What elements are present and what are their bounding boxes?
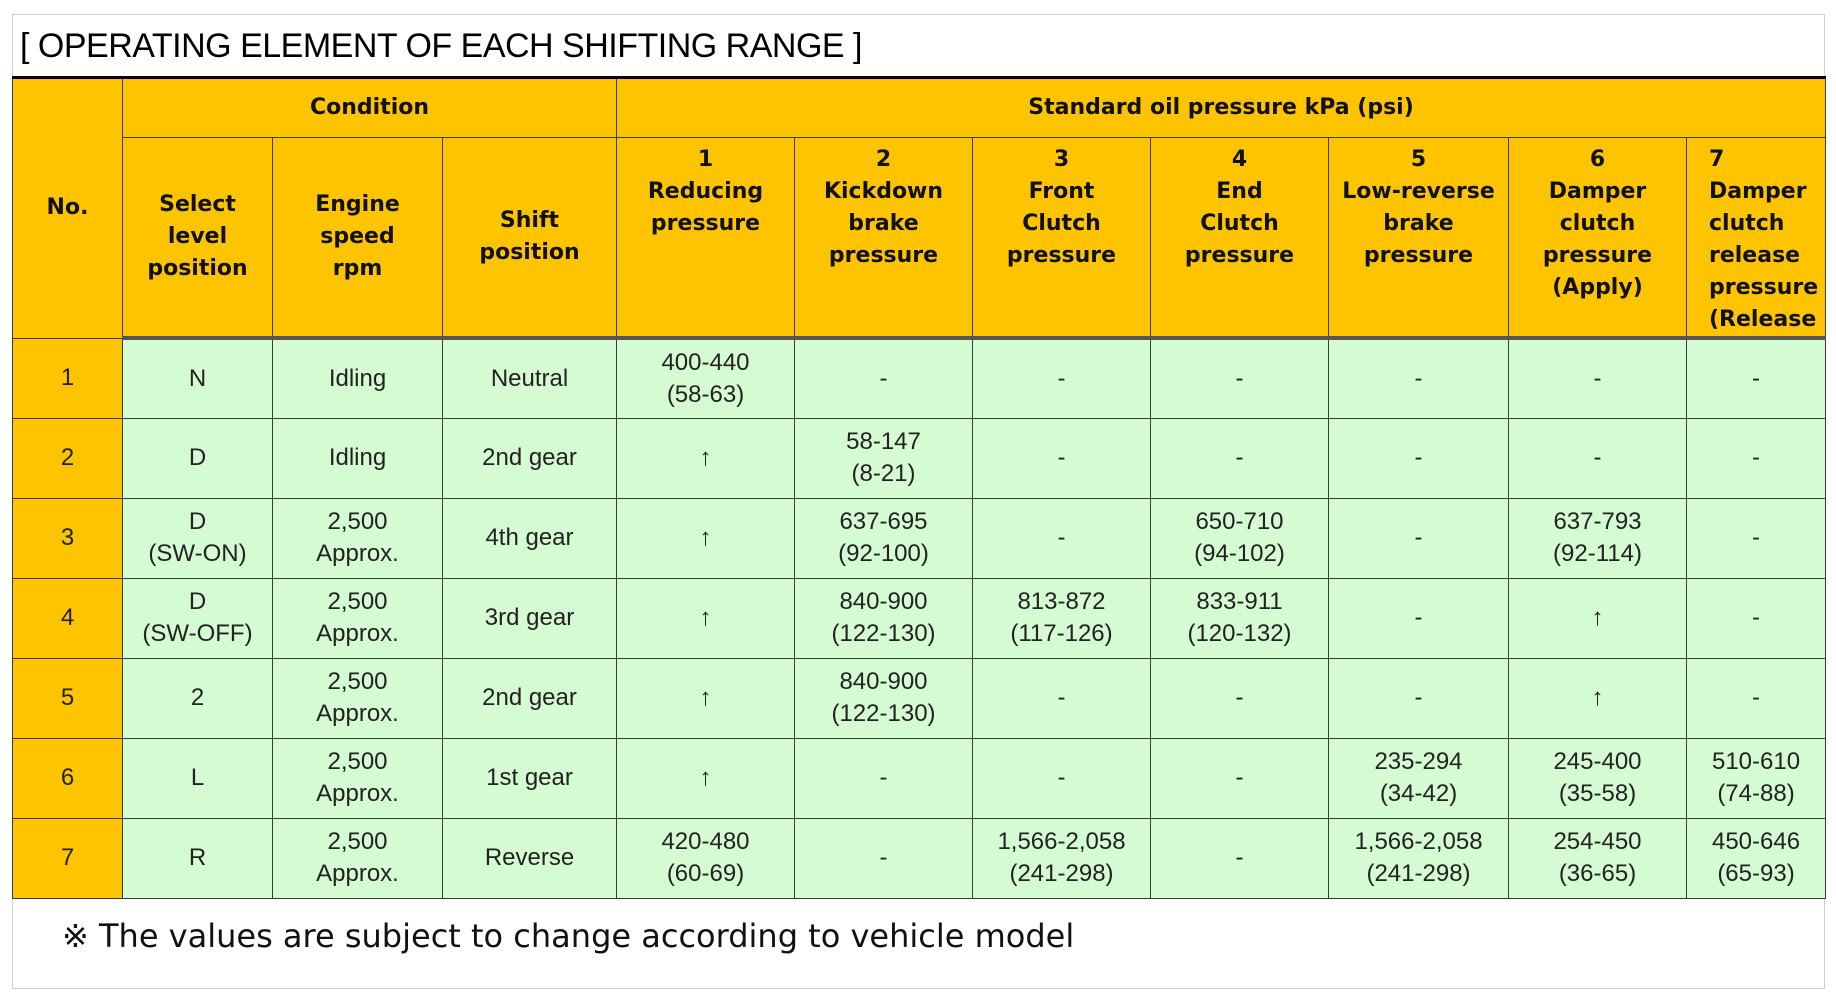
cell-p3: [973, 418, 1151, 498]
cell-line: (117-126): [1010, 620, 1113, 647]
cell-select: [123, 658, 273, 738]
cell-p4: [1151, 818, 1329, 898]
cell-line: -: [1414, 364, 1423, 392]
cell-line: (58-63): [666, 380, 745, 408]
row-number: 4: [13, 578, 123, 658]
cell-line: 1,566-2,058: [1354, 828, 1483, 855]
cell-line: -: [1414, 524, 1423, 551]
cell-line: 840-900: [839, 668, 928, 695]
cell-line: 235-294: [1374, 748, 1463, 775]
cell-line: Approx.: [316, 780, 399, 807]
cell-shift: 2nd gear: [443, 658, 617, 738]
cell-line: ↑: [699, 684, 712, 711]
cell-shift: 3rd gear: [443, 578, 617, 658]
cell-select: [123, 818, 273, 898]
cell-line: -: [1752, 524, 1760, 551]
cell-line: N: [188, 364, 207, 392]
cell-line: -: [1057, 684, 1066, 711]
cell-line: 254-450: [1553, 828, 1642, 855]
cell-line: D: [188, 444, 207, 471]
table-row: [13, 738, 1826, 818]
header-shift-position: Shift position: [443, 138, 617, 339]
cell-line: (241-298): [1009, 860, 1114, 887]
cell-p6: [1509, 338, 1687, 418]
cell-p1: [617, 338, 795, 418]
cell-line: -: [1752, 364, 1760, 392]
cell-p6: [1509, 578, 1687, 658]
cell-line: 2,500: [327, 508, 388, 535]
header-select-level: Select level position: [123, 138, 273, 339]
cell-p3: [973, 578, 1151, 658]
header-p3-front-clutch: 3 Front Clutch pressure: [973, 138, 1151, 339]
row-number: 1: [13, 338, 123, 418]
cell-select: [123, 578, 273, 658]
cell-engine: [273, 578, 443, 658]
cell-line: 2,500: [327, 668, 388, 695]
cell-p4: [1151, 498, 1329, 578]
cell-line: -: [1235, 444, 1244, 471]
cell-p6: [1509, 738, 1687, 818]
cell-p1: [617, 818, 795, 898]
cell-line: -: [1235, 684, 1244, 711]
cell-line: 840-900: [839, 588, 928, 615]
cell-shift: 4th gear: [443, 498, 617, 578]
cell-shift: 2nd gear: [443, 418, 617, 498]
cell-p5: [1329, 658, 1509, 738]
cell-p2: [795, 818, 973, 898]
cell-line: (60-69): [666, 860, 745, 887]
cell-line: -: [1057, 764, 1066, 791]
cell-line: -: [1235, 364, 1244, 392]
cell-line: -: [1057, 364, 1066, 392]
cell-p5: [1329, 578, 1509, 658]
cell-line: (92-100): [838, 540, 929, 567]
cell-line: D: [188, 508, 207, 535]
footnote: ※ The values are subject to change according to vehicle model: [62, 917, 1075, 955]
cell-p1: [617, 658, 795, 738]
cell-p5: [1329, 818, 1509, 898]
cell-line: -: [1235, 764, 1244, 791]
cell-p6: [1509, 418, 1687, 498]
header-p4-end-clutch: 4 End Clutch pressure: [1151, 138, 1329, 339]
cell-p5: [1329, 418, 1509, 498]
cell-line: (36-65): [1558, 860, 1637, 887]
cell-p7: [1687, 738, 1826, 818]
cell-line: ↑: [699, 444, 712, 471]
cell-line: 400-440: [661, 348, 750, 376]
cell-select: [123, 738, 273, 818]
pressure-table: [12, 76, 1826, 899]
cell-line: -: [1593, 444, 1602, 471]
cell-p3: [973, 818, 1151, 898]
cell-line: -: [1235, 844, 1244, 871]
cell-p6: [1509, 498, 1687, 578]
cell-line: (120-132): [1187, 620, 1292, 647]
table-row: [13, 658, 1826, 738]
cell-p2: [795, 738, 973, 818]
row-number: 5: [13, 658, 123, 738]
cell-p3: [973, 338, 1151, 418]
cell-p3: [973, 658, 1151, 738]
cell-p1: [617, 578, 795, 658]
cell-line: -: [1752, 444, 1760, 471]
header-condition: Condition: [123, 78, 617, 138]
cell-line: (SW-OFF): [142, 620, 253, 647]
cell-line: ↑: [699, 764, 712, 791]
cell-p3: [973, 738, 1151, 818]
cell-p1: [617, 498, 795, 578]
cell-line: -: [879, 764, 888, 791]
cell-shift: 1st gear: [443, 738, 617, 818]
cell-line: 58-147: [846, 428, 921, 455]
cell-line: (122-130): [831, 700, 936, 727]
cell-engine: [273, 658, 443, 738]
cell-line: 2,500: [327, 748, 388, 775]
cell-line: (65-93): [1717, 860, 1795, 887]
cell-line: Approx.: [316, 700, 399, 727]
header-no: No.: [13, 78, 123, 339]
header-p6-damper-apply: 6 Damper clutch pressure (Apply): [1509, 138, 1687, 339]
cell-p4: [1151, 578, 1329, 658]
header-pressure-group: Standard oil pressure kPa (psi): [617, 78, 1826, 138]
cell-p3: [973, 498, 1151, 578]
cell-line: -: [1057, 444, 1066, 471]
cell-line: (8-21): [851, 460, 916, 487]
cell-line: -: [1414, 444, 1423, 471]
cell-p7: [1687, 818, 1826, 898]
cell-line: Idling: [328, 444, 387, 471]
header-p5-low-reverse: 5 Low-reverse brake pressure: [1329, 138, 1509, 339]
cell-line: 420-480: [661, 828, 750, 855]
cell-select: [123, 338, 273, 418]
cell-select: [123, 498, 273, 578]
cell-line: 2: [190, 684, 205, 711]
cell-p7: [1687, 658, 1826, 738]
cell-line: ↑: [1591, 684, 1604, 711]
cell-engine: [273, 498, 443, 578]
header-p1-reducing: 1 Reducing pressure: [617, 138, 795, 339]
cell-line: 510-610: [1711, 748, 1801, 775]
cell-engine: [273, 338, 443, 418]
cell-line: 650-710: [1195, 508, 1284, 535]
table-row: [13, 498, 1826, 578]
table-row: [13, 418, 1826, 498]
cell-line: (SW-ON): [148, 540, 247, 567]
cell-line: Approx.: [316, 540, 399, 567]
cell-line: (34-42): [1379, 780, 1458, 807]
cell-shift: Neutral: [443, 338, 617, 418]
cell-line: -: [1414, 684, 1423, 711]
cell-line: Approx.: [316, 620, 399, 647]
row-number: 3: [13, 498, 123, 578]
table-row: [13, 578, 1826, 658]
table-body: [13, 338, 1826, 898]
cell-line: Approx.: [316, 860, 399, 887]
cell-p5: [1329, 738, 1509, 818]
cell-line: 450-646: [1711, 828, 1801, 855]
cell-line: (122-130): [831, 620, 936, 647]
cell-line: 813-872: [1017, 588, 1106, 615]
cell-engine: [273, 818, 443, 898]
cell-p4: [1151, 738, 1329, 818]
cell-p2: [795, 498, 973, 578]
cell-line: 833-911: [1196, 588, 1283, 615]
cell-p7: [1687, 338, 1826, 418]
page-title: [ OPERATING ELEMENT OF EACH SHIFTING RANGE ]: [20, 27, 862, 65]
table-row: [13, 818, 1826, 898]
cell-p5: [1329, 498, 1509, 578]
cell-line: (94-102): [1194, 540, 1285, 567]
cell-line: R: [188, 844, 207, 871]
table-header: [13, 78, 1826, 339]
table-row: [13, 338, 1826, 418]
cell-select: [123, 418, 273, 498]
row-number: 7: [13, 818, 123, 898]
row-number: 2: [13, 418, 123, 498]
header-p7-damper-release: 7 Damper clutch release pressure (Release: [1687, 138, 1826, 339]
cell-p4: [1151, 658, 1329, 738]
cell-line: -: [1057, 524, 1066, 551]
cell-p1: [617, 738, 795, 818]
cell-line: 637-793: [1553, 508, 1642, 535]
cell-line: ↑: [699, 524, 712, 551]
cell-p2: [795, 658, 973, 738]
cell-line: 245-400: [1553, 748, 1642, 775]
cell-engine: [273, 418, 443, 498]
cell-line: -: [879, 364, 888, 392]
cell-line: ↑: [699, 604, 712, 631]
cell-line: Idling: [328, 364, 387, 392]
cell-line: -: [1593, 364, 1602, 392]
cell-line: (92-114): [1553, 540, 1642, 567]
cell-p2: [795, 338, 973, 418]
header-p2-kickdown: 2 Kickdown brake pressure: [795, 138, 973, 339]
cell-line: -: [1752, 684, 1760, 711]
cell-p6: [1509, 818, 1687, 898]
cell-p7: [1687, 498, 1826, 578]
cell-p4: [1151, 338, 1329, 418]
row-number: 6: [13, 738, 123, 818]
cell-line: (241-298): [1366, 860, 1471, 887]
header-engine-speed: Engine speed rpm: [273, 138, 443, 339]
cell-p6: [1509, 658, 1687, 738]
cell-line: (74-88): [1717, 780, 1795, 807]
cell-line: -: [1752, 604, 1760, 631]
cell-line: 2,500: [327, 588, 388, 615]
cell-line: -: [1414, 604, 1423, 631]
cell-p5: [1329, 338, 1509, 418]
cell-p7: [1687, 418, 1826, 498]
cell-p7: [1687, 578, 1826, 658]
cell-engine: [273, 738, 443, 818]
cell-p2: [795, 578, 973, 658]
cell-p1: [617, 418, 795, 498]
cell-line: L: [190, 764, 205, 791]
cell-line: (35-58): [1558, 780, 1637, 807]
cell-line: 2,500: [327, 828, 388, 855]
cell-line: 1,566-2,058: [997, 828, 1126, 855]
cell-line: D: [188, 588, 207, 615]
cell-line: 637-695: [839, 508, 928, 535]
cell-p2: [795, 418, 973, 498]
cell-line: ↑: [1591, 604, 1604, 631]
cell-shift: Reverse: [443, 818, 617, 898]
cell-p4: [1151, 418, 1329, 498]
cell-line: -: [879, 844, 888, 871]
